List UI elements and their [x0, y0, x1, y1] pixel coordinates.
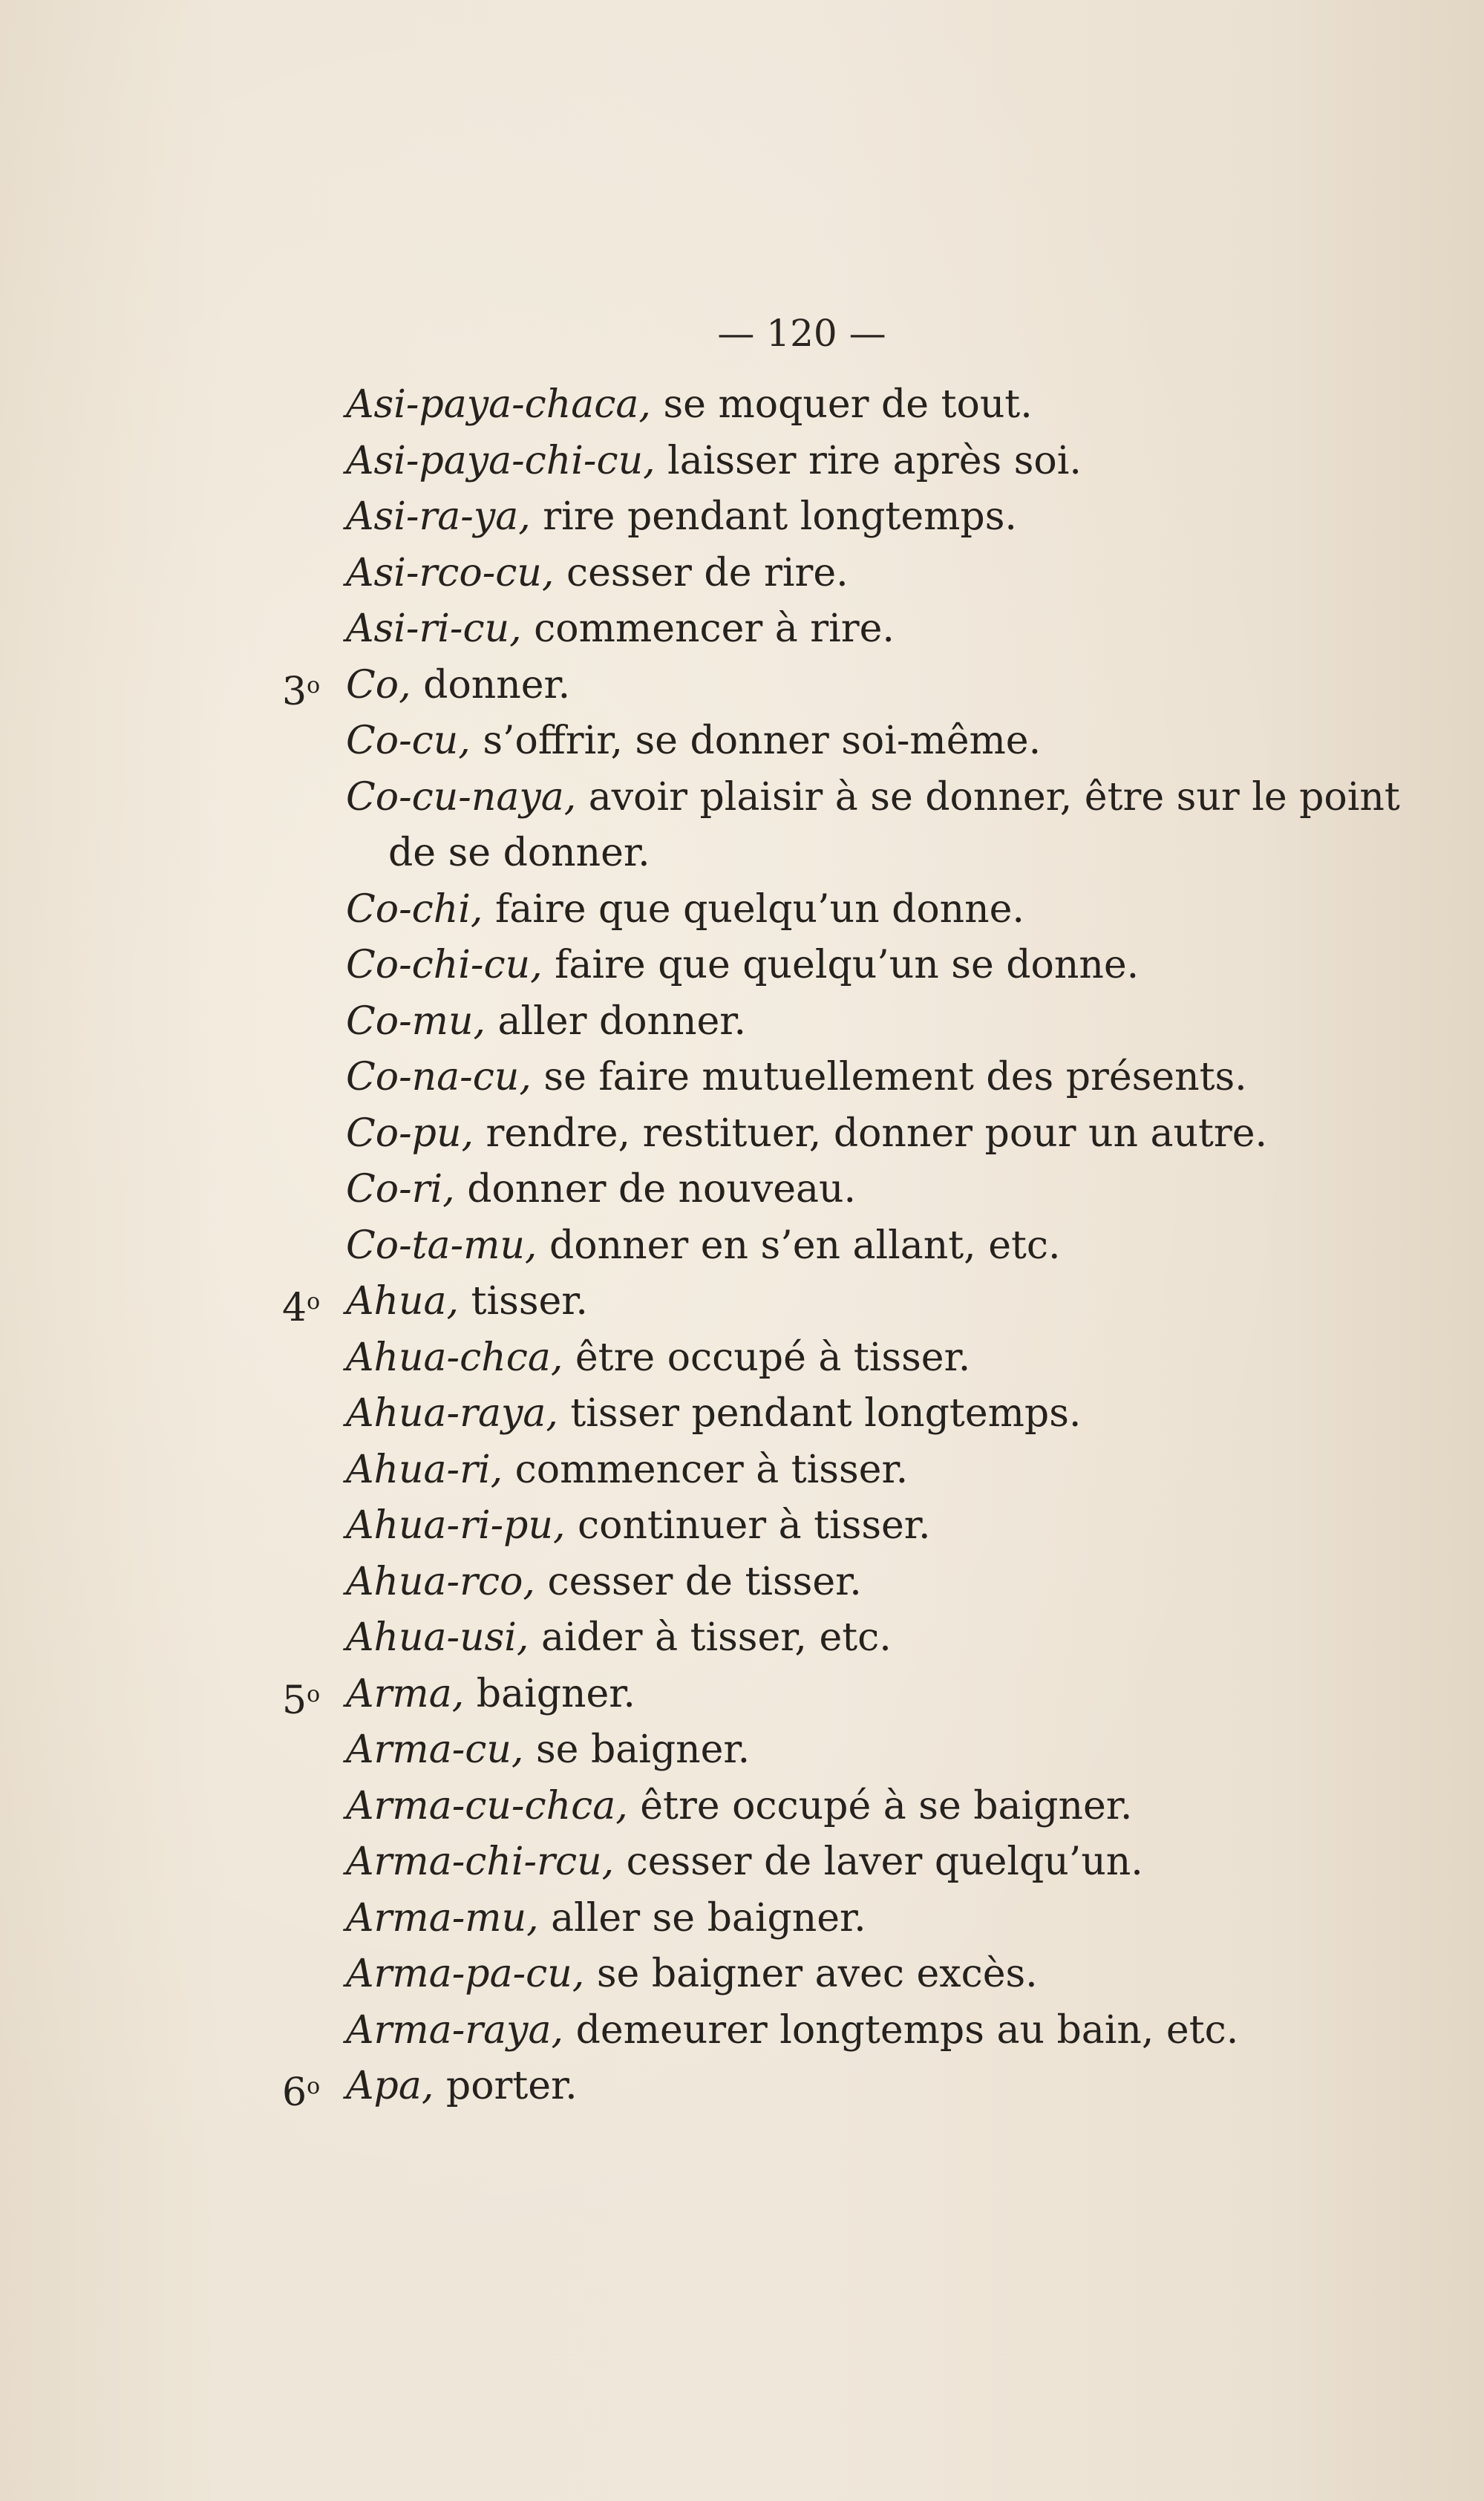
entry-definition: faire que quelqu’un donne. [483, 886, 1024, 932]
entry-term: Asi-rco-cu, [346, 550, 555, 595]
entry-definition: tisser pendant longtemps. [558, 1391, 1082, 1436]
entry-definition: aller se baigner. [538, 1895, 866, 1941]
entry-term: Arma, [346, 1671, 465, 1716]
section-number: 3$^o$ [282, 669, 321, 714]
entry-definition: se moquer de tout. [650, 382, 1033, 427]
page-number: — 120 — [717, 312, 886, 355]
entry-text [346, 1106, 1267, 1163]
entry-text [346, 938, 1139, 994]
entry-term: Asi-ri-cu, [346, 607, 522, 651]
entry-text [346, 1610, 892, 1667]
entry-line [0, 1779, 1484, 1835]
entry-definition: s’offrir, se donner soi-même. [470, 719, 1042, 763]
entry-list [0, 377, 1484, 2115]
entry-line [0, 1386, 1484, 1442]
entry-definition: laisser rire après soi. [655, 438, 1082, 483]
entry-line [0, 1106, 1484, 1163]
entry-text [346, 1050, 1247, 1106]
entry-term: Arma-cu-chca, [346, 1783, 628, 1828]
entry-term: Ahua-rco, [346, 1559, 535, 1604]
entry-line [0, 1722, 1484, 1779]
entry-definition: faire que quelqu’un se donne. [542, 943, 1140, 987]
entry-text [388, 826, 650, 882]
entry-text [346, 1162, 856, 1218]
entry-line [0, 489, 1484, 546]
entry-term: Asi-paya-chi-cu, [346, 438, 656, 483]
entry-term: Co-cu, [346, 719, 471, 763]
entry-line [0, 658, 1484, 714]
entry-text [346, 1891, 866, 1947]
entry-text [346, 489, 1017, 546]
section-number: 6$^o$ [282, 2070, 321, 2115]
entry-definition: demeurer longtemps au bain, etc. [563, 2007, 1239, 2053]
entry-line [0, 377, 1484, 434]
entry-definition: rire pendant longtemps. [530, 494, 1017, 539]
entry-line [0, 1554, 1484, 1611]
entry-line [0, 1274, 1484, 1330]
entry-term: Co-ta-mu, [346, 1223, 537, 1268]
entry-text [346, 1274, 588, 1330]
entry-line [0, 601, 1484, 658]
entry-line [0, 770, 1484, 826]
entry-line [0, 1946, 1484, 2003]
entry-text [346, 658, 570, 714]
entry-text [346, 1330, 970, 1387]
entry-term: Ahua-raya, [346, 1391, 558, 1436]
entry-text [346, 601, 895, 658]
entry-definition: cesser de tisser. [535, 1559, 862, 1604]
entry-definition: de se donner. [388, 831, 650, 875]
entry-text [346, 1834, 1143, 1891]
entry-text [346, 1667, 635, 1723]
entry-term: Arma-pa-cu, [346, 1952, 585, 1996]
entry-definition: se baigner. [523, 1727, 751, 1772]
entry-line [0, 882, 1484, 938]
entry-term: Arma-mu, [346, 1895, 539, 1941]
entry-line [0, 1891, 1484, 1947]
entry-definition: être occupé à se baigner. [627, 1783, 1133, 1828]
entry-term: Arma-cu, [346, 1727, 524, 1772]
entry-text [346, 546, 849, 602]
section-number: 4$^o$ [282, 1286, 321, 1330]
entry-line [0, 1834, 1484, 1891]
entry-definition: commencer à rire. [521, 607, 895, 651]
entry-text [346, 2059, 578, 2115]
entry-definition: donner. [411, 662, 571, 707]
entry-term: Co, [346, 662, 411, 707]
entry-line [0, 1667, 1484, 1723]
entry-text [346, 1218, 1061, 1275]
entry-definition: rendre, restituer, donner pour un autre. [473, 1111, 1268, 1156]
entry-term: Ahua, [346, 1279, 460, 1324]
entry-definition: commencer à tisser. [503, 1447, 909, 1492]
entry-line [0, 938, 1484, 994]
entry-term: Ahua-ri, [346, 1447, 503, 1492]
entry-definition: donner de nouveau. [454, 1167, 856, 1212]
entry-term: Co-pu, [346, 1111, 474, 1156]
entry-term: Ahua-usi, [346, 1615, 529, 1660]
entry-line [0, 1442, 1484, 1499]
entry-text [346, 1442, 908, 1499]
entry-definition: porter. [434, 2064, 578, 2108]
entry-term: Co-ri, [346, 1167, 455, 1212]
entry-definition: être occupé à tisser. [563, 1335, 971, 1380]
entry-term: Co-chi, [346, 886, 483, 932]
entry-text [346, 1554, 862, 1611]
entry-term: Co-na-cu, [346, 1055, 532, 1099]
section-number: 5$^o$ [282, 1678, 321, 1723]
entry-text [346, 713, 1041, 770]
entry-term: Co-mu, [346, 998, 486, 1044]
entry-text [346, 994, 746, 1050]
entry-text [346, 1722, 750, 1779]
entry-line [0, 1050, 1484, 1106]
entry-term: Co-chi-cu, [346, 943, 543, 987]
entry-definition: cesser de rire. [554, 550, 849, 595]
entry-line [0, 1498, 1484, 1554]
entry-line [0, 546, 1484, 602]
entry-text [346, 2003, 1238, 2059]
entry-term: Ahua-ri-pu, [346, 1503, 566, 1548]
entry-term: Arma-raya, [346, 2007, 564, 2053]
entry-term: Asi-paya-chaca, [346, 382, 651, 427]
entry-line [0, 1330, 1484, 1387]
entry-text [346, 434, 1082, 490]
entry-line [0, 1162, 1484, 1218]
entry-text [346, 770, 1400, 826]
entry-text [346, 1386, 1081, 1442]
entry-text [346, 1498, 930, 1554]
entry-term: Arma-chi-rcu, [346, 1840, 615, 1884]
entry-line [0, 2059, 1484, 2115]
entry-definition: aider à tisser, etc. [529, 1615, 892, 1660]
entry-line [0, 713, 1484, 770]
entry-line [0, 434, 1484, 490]
entry-term: Co-cu-naya, [346, 774, 577, 820]
entry-text [346, 377, 1033, 434]
entry-line [0, 994, 1484, 1050]
entry-term: Asi-ra-ya, [346, 494, 531, 539]
entry-definition: se baigner avec excès. [584, 1952, 1038, 1996]
entry-continuation-line [0, 826, 1484, 882]
entry-definition: donner en s’en allant, etc. [537, 1223, 1061, 1268]
entry-definition: tisser. [459, 1279, 588, 1324]
entry-line [0, 2003, 1484, 2059]
entry-definition: cesser de laver quelqu’un. [614, 1840, 1143, 1884]
entry-term: Apa, [346, 2064, 434, 2108]
entry-line [0, 1610, 1484, 1667]
entry-definition: baigner. [464, 1671, 635, 1716]
entry-definition: avoir plaisir à se donner, être sur le point [576, 774, 1400, 820]
entry-text [346, 882, 1024, 938]
entry-definition: se faire mutuellement des présents. [531, 1055, 1247, 1099]
entry-text [346, 1946, 1038, 2003]
entry-term: Ahua-chca, [346, 1335, 563, 1380]
entry-line [0, 1218, 1484, 1275]
entry-definition: continuer à tisser. [565, 1503, 931, 1548]
entry-definition: aller donner. [486, 998, 746, 1044]
entry-text [346, 1779, 1132, 1835]
